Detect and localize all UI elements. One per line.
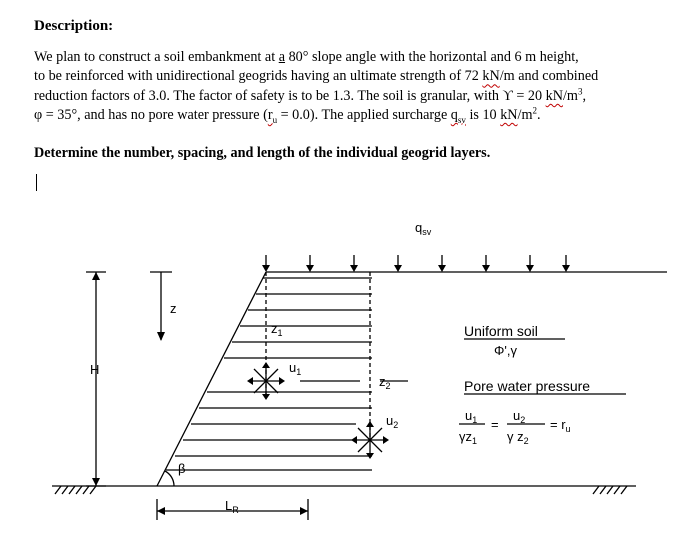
z2-label: $z_2$ [379,374,391,391]
description-heading: Description: [34,18,114,34]
paragraph-line-1: We plan to construct a soil embankment at a 80° slope angle with the horizontal and 6 m height, [34,49,579,65]
beta-label: β [178,461,186,476]
u2-label: $u_2$ [386,413,399,430]
h-label: H [90,362,100,377]
paragraph-line-4: φ = 35°, and has no pore water pressure $(r_u = 0.0)$. The applied surcharge $q_{sv}$ is 10 $kN/m^2$. [34,105,541,126]
paragraph-line-3: reduction factors of 3.0. The factor of safety is to be 1.3. The soil is granular, with ϒ = 20 $kN/m^3$, [34,86,586,104]
u1-label: $u_1$ [289,360,302,377]
beta-arc [165,471,174,486]
z1-label: $z_1$ [271,321,283,338]
task-statement: Determine the number, spacing, and length of the individual geogrid layers. [34,145,491,161]
z-axis-label: z [170,301,177,316]
ground-hatch-left [55,486,96,494]
ru-result: = $r_u$ [550,417,571,434]
pore-pressure-star-u1 [249,364,283,398]
paragraph-line-2: to be reinforced with unidirectional geogrids having an ultimate strength of 72 kN/m and combined [34,68,599,85]
fraction-1-numerator: $u_1$ [465,408,478,425]
pore-pressure-star-u2 [353,423,387,457]
equals-sign: = [491,417,499,432]
fraction-2-denominator: γ $z_2$ [507,429,529,446]
uniform-soil-title: Uniform soil [464,323,538,339]
ground-hatch-right [593,486,627,494]
lr-label: $L_R$ [225,498,239,515]
soil-parameters: Φ',γ [494,343,517,358]
fraction-2-numerator: $u_2$ [513,408,526,425]
fraction-1-denominator: $\gamma z_1$ [459,429,478,446]
pore-water-pressure-title: Pore water pressure [464,378,591,394]
surcharge-label: $q_{sv}$ [415,220,432,237]
